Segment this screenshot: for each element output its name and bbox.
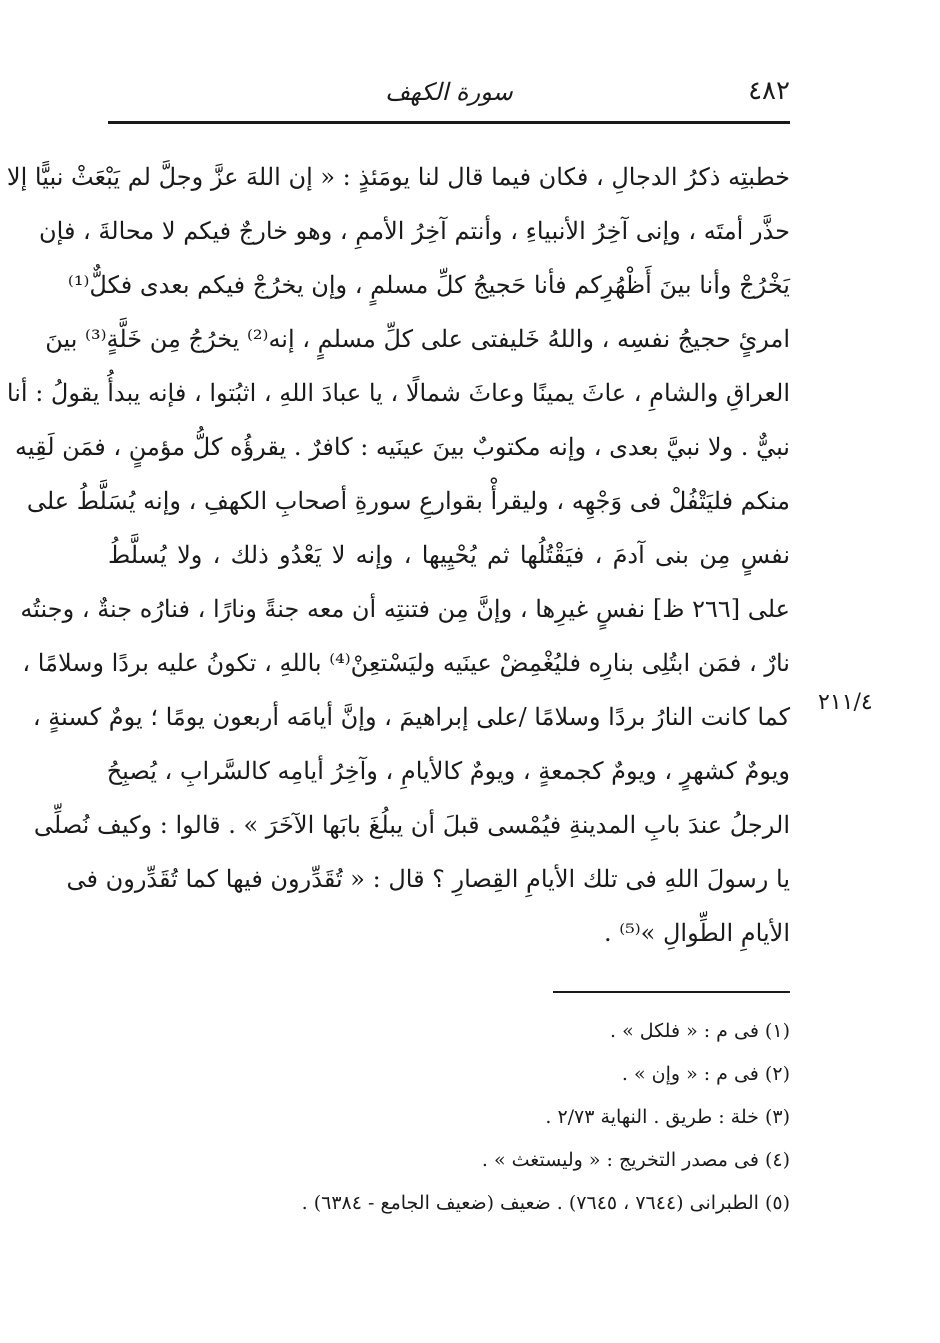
body-line: نفسٍ مِن بنى آدمَ ، فيَقْتُلُها ثم يُحْيِيها ، وإنه لا يَعْدُو ذلك ، ولا يُسلَّطُ [108,541,790,569]
body-line: العراقِ والشامِ ، عاثَ يمينًا وعاثَ شمالًا ، يا عبادَ اللهِ ، اثبُتوا ، فإنه يبدأُ يقولُ : أنا [6,379,790,407]
body-line: الأيامِ الطِّوالِ »⁽⁵⁾ . [604,919,790,947]
body-line: نبيٌّ . ولا نبيَّ بعدى ، وإنه مكتوبٌ بينَ عينَيه : كافرٌ . يقرؤُه كلُّ مؤمنٍ ، فمَن لَقِيه [14,433,790,461]
body-line: نارٌ ، فمَن ابتُلِى بنارِه فليُغْمِضْ عينَيه وليَسْتعِنْ⁽⁴⁾ باللهِ ، تكونُ عليه بردًا وسلامًا ، [22,649,790,677]
body-line: منكم فليَتْفُلْ فى وَجْهِه ، وليقرأْ بقوارعِ سورةِ أصحابِ الكهفِ ، وإنه يُسَلَّطُ على [26,487,790,515]
body-text [6,150,790,960]
body-line: كما كانت النارُ بردًا وسلامًا /على إبراهيمَ ، وإنَّ أيامَه أربعون يومًا ؛ يومٌ كسنةٍ ، [32,703,790,731]
footnote: (٢) فى م : « وإن » . [621,1063,790,1085]
body-line: خطبتِه ذكرُ الدجالِ ، فكان فيما قال لنا يومَئذٍ : « إن اللهَ عزَّ وجلَّ لم يَبْعَثْ نبيًّا إلا [6,163,790,191]
footnote: (٥) الطبرانى (٧٦٤٤ ، ٧٦٤٥) . ضعيف (ضعيف الجامع - ٦٣٨٤) . [301,1192,790,1214]
body-line: حذَّر أمتَه ، وإنى آخِرُ الأنبياءِ ، وأنتم آخِرُ الأممِ ، وهو خارجٌ فيكم لا محالةَ ، فإن [39,217,790,245]
page-header [108,70,790,118]
footnote: (٣) خلة : طريق . النهاية ٢/٧٣ . [545,1106,790,1128]
footnote: (٤) فى مصدر التخريج : « وليستغث » . [481,1149,790,1171]
header-rule [108,121,790,124]
page-number: ٤٨٢ [748,76,790,106]
running-title: سورة الكهف [385,78,513,106]
footnote-separator [553,991,790,993]
body-line: الرجلُ عندَ بابِ المدينةِ فيُمْسى قبلَ أن يبلُغَ بابَها الآخَرَ » . قالوا : وكيف نُصلِّى [33,811,790,839]
body-line: على [٢٦٦ ظ] نفسٍ غيرِها ، وإنَّ مِن فتنتِه أن معه جنةً ونارًا ، فنارُه جنةٌ ، وجنتُه [20,595,790,623]
body-line: امرئٍ حجيجُ نفسِه ، واللهُ خَليفتى على كلِّ مسلمٍ ، إنه⁽²⁾ يخرُجُ مِن خَلَّةٍ⁽³⁾ بينَ [45,325,790,353]
body-line: ويومٌ كشهرٍ ، ويومٌ كجمعةٍ ، ويومٌ كالأيامِ ، وآخِرُ أيامِه كالسَّرابِ ، يُصبِحُ [106,757,790,785]
margin-reference: ٢١١/٤ [818,690,873,715]
footnotes [108,1010,790,1225]
body-line: يَخْرُجْ وأنا بينَ أَظْهُرِكم فأنا حَجيجُ كلِّ مسلمٍ ، وإن يخرُجْ فيكم بعدى فكلٌّ⁽¹⁾ [67,271,790,299]
body-line: يا رسولَ اللهِ فى تلك الأيامِ القِصارِ ؟ قال : « تُقَدِّرون فيها كما تُقَدِّرون فى [66,865,790,893]
footnote: (١) فى م : « فلكل » . [610,1020,790,1042]
